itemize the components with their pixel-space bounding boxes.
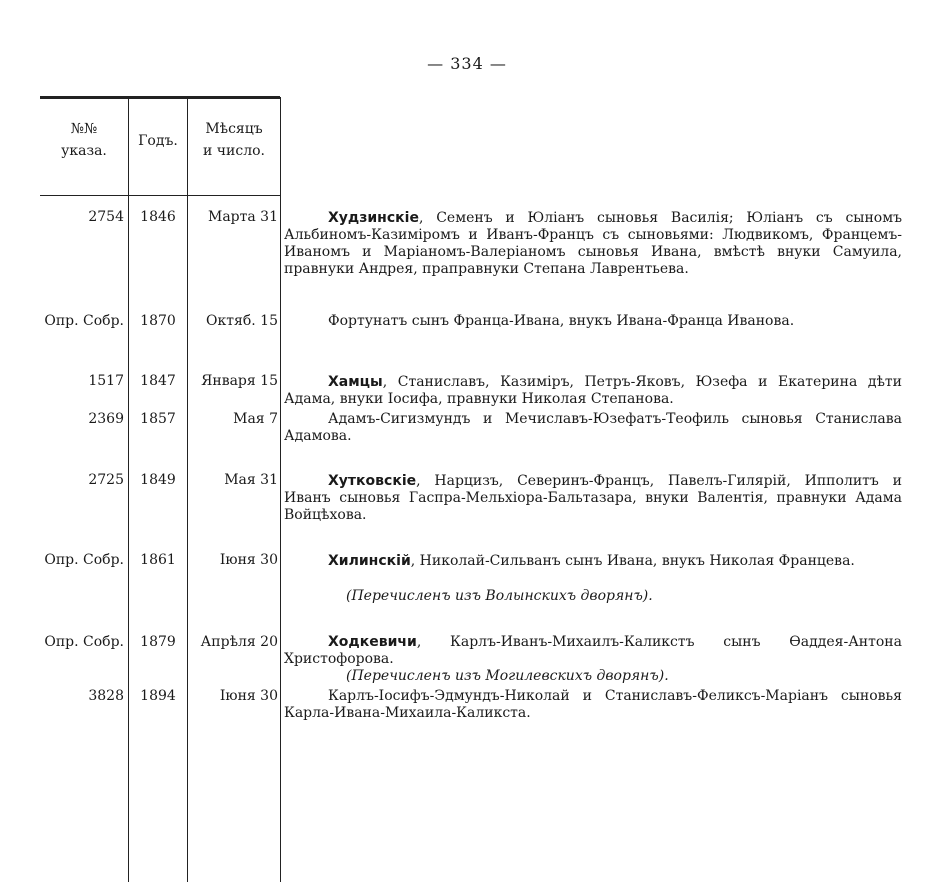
entry-body: , Станиславъ, Казиміръ, Петръ-Яковъ, Юзефа и Екатерина дѣти Адама, внуки Іосифа, правнуки Николая Степанова. — [284, 374, 902, 407]
entry-year: 1849 — [140, 472, 176, 488]
entry-date: Января 15 — [201, 373, 278, 389]
family-name: Ходкевичи — [328, 634, 417, 650]
entry-note: (Перечисленъ изъ Волынскихъ дворянъ). — [346, 588, 653, 604]
decree-number: Опр. Собр. — [44, 313, 124, 329]
family-name: Худзинскіе — [328, 210, 419, 226]
page-number: — 334 — — [427, 54, 507, 73]
entry-year: 1870 — [140, 313, 176, 329]
decree-number: 3828 — [88, 688, 124, 704]
header-line: Мѣсяцъ — [205, 121, 263, 137]
entry-year: 1847 — [140, 373, 176, 389]
column-rule — [187, 97, 188, 882]
entry-text — [284, 634, 902, 668]
entry-body: Карлъ-Іосифъ-Эдмундъ-Николай и Станиславъ-Феликсъ-Маріанъ сыновья Карла-Ивана-Михаила-Каликста. — [284, 688, 902, 721]
entry-date: Апрѣля 20 — [200, 634, 278, 650]
entry-date: Мая 7 — [233, 411, 278, 427]
entry-text — [284, 553, 902, 570]
entry-date: Іюня 30 — [219, 688, 278, 704]
entry-date: Марта 31 — [208, 209, 278, 225]
decree-number: Опр. Собр. — [44, 634, 124, 650]
header-line: и число. — [203, 143, 265, 159]
decree-number: 2754 — [88, 209, 124, 225]
decree-number: 1517 — [88, 373, 124, 389]
table-top-rule — [40, 96, 280, 99]
entry-text — [284, 411, 902, 445]
header-line: №№ — [70, 121, 98, 137]
entry-body: , Николай-Сильванъ сынъ Ивана, внукъ Николая Францева. — [410, 553, 855, 569]
table-header-rule — [40, 195, 280, 196]
entry-date: Октяб. 15 — [206, 313, 278, 329]
decree-number: 2725 — [88, 472, 124, 488]
family-name: Хамцы — [328, 374, 383, 390]
column-rule — [280, 97, 281, 882]
entry-year: 1846 — [140, 209, 176, 225]
entry-text — [284, 210, 902, 278]
entry-text — [284, 374, 902, 408]
entry-text — [284, 473, 902, 524]
entry-date: Іюня 30 — [219, 552, 278, 568]
entry-body: Адамъ-Сигизмундъ и Мечиславъ-Юзефатъ-Теофиль сыновья Станислава Адамова. — [284, 411, 902, 444]
header-year: Годъ. — [138, 133, 178, 149]
entry-year: 1861 — [140, 552, 176, 568]
family-name: Хутковскіе — [328, 473, 417, 489]
entry-year: 1894 — [140, 688, 176, 704]
entry-year: 1857 — [140, 411, 176, 427]
header-month-day — [188, 118, 280, 162]
entry-body: , Нарцизъ, Северинъ-Францъ, Павелъ-Гилярій, Ипполитъ и Иванъ сыновья Гаспра-Мельхіора-Бальтазара, внуки Валентія, правнуки Адама Войцѣхова. — [284, 473, 902, 523]
entry-year: 1879 — [140, 634, 176, 650]
decree-number: Опр. Собр. — [44, 552, 124, 568]
header-decree-number — [40, 118, 128, 162]
entry-body: Фортунатъ сынъ Франца-Ивана, внукъ Ивана-Франца Иванова. — [328, 313, 795, 329]
entry-text — [284, 688, 902, 722]
entry-body: , Семенъ и Юліанъ сыновья Василія; Юліанъ съ сыномъ Альбиномъ-Казиміромъ и Иванъ-Францъ съ сыновьями: Людвикомъ, Францемъ-Иваномъ и Маріаномъ-Валеріаномъ сыновья Ивана, вмѣстѣ внуки Самуила, правнуки Андрея, праправнуки Степана Лаврентьева. — [284, 210, 902, 277]
header-line: указа. — [61, 143, 107, 159]
decree-number: 2369 — [88, 411, 124, 427]
entry-body: , Карлъ-Иванъ-Михаилъ-Каликстъ сынъ Ѳаддея-Антона Христофорова. — [284, 634, 902, 667]
family-name: Хилинскій — [328, 553, 411, 569]
entry-text — [284, 313, 902, 330]
entry-note: (Перечисленъ изъ Могилевскихъ дворянъ). — [346, 668, 669, 684]
entry-date: Мая 31 — [224, 472, 278, 488]
